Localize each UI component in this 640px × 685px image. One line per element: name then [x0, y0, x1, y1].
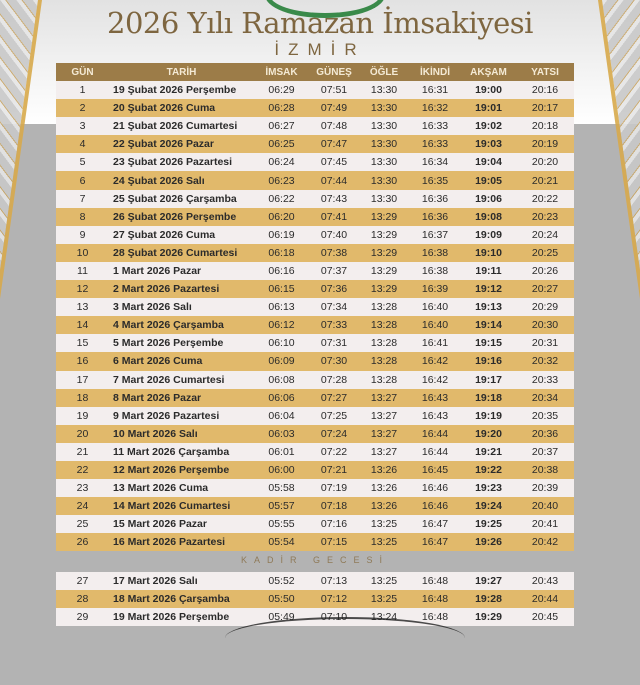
- cell-imsak: 06:24: [254, 153, 309, 171]
- cell-aksam: 19:11: [461, 262, 516, 280]
- cell-ikindi: 16:42: [409, 371, 461, 389]
- table-row: [56, 533, 574, 551]
- column-header-gunes: GÜNEŞ: [309, 63, 359, 81]
- cell-gunes: 07:22: [309, 443, 359, 461]
- cell-ogle: 13:28: [359, 334, 409, 352]
- cell-aksam: 19:05: [461, 171, 516, 189]
- cell-ikindi: 16:37: [409, 226, 461, 244]
- cell-date: 2 Mart 2026 Pazartesi: [109, 280, 254, 298]
- cell-day: 8: [56, 208, 109, 226]
- table-row: [56, 371, 574, 389]
- table-row: [56, 407, 574, 425]
- cell-aksam: 19:29: [461, 608, 516, 626]
- cell-ogle: 13:24: [359, 608, 409, 626]
- cell-aksam: 19:26: [461, 533, 516, 551]
- cell-yatsi: 20:29: [516, 298, 574, 316]
- cell-ikindi: 16:43: [409, 407, 461, 425]
- cell-date: 6 Mart 2026 Cuma: [109, 352, 254, 370]
- cell-date: 7 Mart 2026 Cumartesi: [109, 371, 254, 389]
- cell-aksam: 19:24: [461, 497, 516, 515]
- cell-day: 13: [56, 298, 109, 316]
- cell-imsak: 06:10: [254, 334, 309, 352]
- cell-day: 19: [56, 407, 109, 425]
- cell-ogle: 13:29: [359, 262, 409, 280]
- cell-yatsi: 20:39: [516, 479, 574, 497]
- cell-imsak: 06:27: [254, 117, 309, 135]
- table-header-row: [56, 63, 574, 81]
- cell-yatsi: 20:37: [516, 443, 574, 461]
- cell-gunes: 07:48: [309, 117, 359, 135]
- cell-aksam: 19:13: [461, 298, 516, 316]
- cell-day: 11: [56, 262, 109, 280]
- cell-yatsi: 20:45: [516, 608, 574, 626]
- cell-day: 9: [56, 226, 109, 244]
- cell-date: 5 Mart 2026 Perşembe: [109, 334, 254, 352]
- cell-day: 6: [56, 171, 109, 189]
- cell-yatsi: 20:30: [516, 316, 574, 334]
- cell-ogle: 13:27: [359, 407, 409, 425]
- cell-gunes: 07:38: [309, 244, 359, 262]
- cell-imsak: 06:01: [254, 443, 309, 461]
- cell-gunes: 07:37: [309, 262, 359, 280]
- cell-gunes: 07:16: [309, 515, 359, 533]
- cell-day: 25: [56, 515, 109, 533]
- cell-aksam: 19:17: [461, 371, 516, 389]
- cell-ikindi: 16:48: [409, 572, 461, 590]
- cell-date: 23 Şubat 2026 Pazartesi: [109, 153, 254, 171]
- cell-yatsi: 20:21: [516, 171, 574, 189]
- cell-gunes: 07:24: [309, 425, 359, 443]
- cell-ikindi: 16:38: [409, 244, 461, 262]
- cell-aksam: 19:09: [461, 226, 516, 244]
- cell-day: 20: [56, 425, 109, 443]
- kadir-gecesi-label: KADİR GECESİ: [240, 555, 389, 565]
- cell-date: 26 Şubat 2026 Perşembe: [109, 208, 254, 226]
- cell-yatsi: 20:23: [516, 208, 574, 226]
- cell-day: 12: [56, 280, 109, 298]
- cell-gunes: 07:33: [309, 316, 359, 334]
- cell-yatsi: 20:18: [516, 117, 574, 135]
- cell-ikindi: 16:35: [409, 171, 461, 189]
- cell-ogle: 13:25: [359, 590, 409, 608]
- cell-ikindi: 16:38: [409, 262, 461, 280]
- table-row: [56, 262, 574, 280]
- cell-yatsi: 20:33: [516, 371, 574, 389]
- table-row: [56, 153, 574, 171]
- cell-imsak: 05:52: [254, 572, 309, 590]
- cell-ogle: 13:30: [359, 99, 409, 117]
- table-row: [56, 389, 574, 407]
- cell-yatsi: 20:17: [516, 99, 574, 117]
- cell-gunes: 07:51: [309, 81, 359, 99]
- cell-aksam: 19:21: [461, 443, 516, 461]
- cell-day: 2: [56, 99, 109, 117]
- column-header-day: GÜN: [56, 63, 109, 81]
- cell-gunes: 07:12: [309, 590, 359, 608]
- cell-gunes: 07:27: [309, 389, 359, 407]
- cell-ikindi: 16:44: [409, 443, 461, 461]
- cell-imsak: 06:25: [254, 135, 309, 153]
- cell-day: 15: [56, 334, 109, 352]
- cell-imsak: 06:12: [254, 316, 309, 334]
- cell-ogle: 13:30: [359, 190, 409, 208]
- cell-yatsi: 20:26: [516, 262, 574, 280]
- signature: [225, 617, 465, 659]
- cell-day: 24: [56, 497, 109, 515]
- cell-ogle: 13:29: [359, 280, 409, 298]
- table-row: [56, 425, 574, 443]
- cell-aksam: 19:02: [461, 117, 516, 135]
- cell-ogle: 13:26: [359, 461, 409, 479]
- cell-aksam: 19:22: [461, 461, 516, 479]
- cell-aksam: 19:19: [461, 407, 516, 425]
- cell-day: 5: [56, 153, 109, 171]
- cell-yatsi: 20:42: [516, 533, 574, 551]
- cell-yatsi: 20:35: [516, 407, 574, 425]
- cell-date: 4 Mart 2026 Çarşamba: [109, 316, 254, 334]
- cell-day: 16: [56, 352, 109, 370]
- cell-ogle: 13:30: [359, 153, 409, 171]
- cell-imsak: 06:19: [254, 226, 309, 244]
- cell-ikindi: 16:44: [409, 425, 461, 443]
- column-header-ikindi: İKİNDİ: [409, 63, 461, 81]
- cell-date: 16 Mart 2026 Pazartesi: [109, 533, 254, 551]
- cell-date: 13 Mart 2026 Cuma: [109, 479, 254, 497]
- cell-gunes: 07:15: [309, 533, 359, 551]
- cell-ogle: 13:29: [359, 244, 409, 262]
- table-row: [56, 81, 574, 99]
- cell-gunes: 07:45: [309, 153, 359, 171]
- cell-gunes: 07:18: [309, 497, 359, 515]
- cell-yatsi: 20:43: [516, 572, 574, 590]
- cell-day: 21: [56, 443, 109, 461]
- cell-imsak: 06:22: [254, 190, 309, 208]
- imsakiye-table: [56, 63, 574, 551]
- table-row: [56, 280, 574, 298]
- table-row: [56, 479, 574, 497]
- cell-date: 15 Mart 2026 Pazar: [109, 515, 254, 533]
- cell-gunes: 07:40: [309, 226, 359, 244]
- cell-day: 17: [56, 371, 109, 389]
- cell-yatsi: 20:19: [516, 135, 574, 153]
- cell-date: 12 Mart 2026 Perşembe: [109, 461, 254, 479]
- cell-ikindi: 16:41: [409, 334, 461, 352]
- cell-date: 19 Mart 2026 Perşembe: [109, 608, 254, 626]
- cell-ikindi: 16:48: [409, 590, 461, 608]
- table-row: [56, 334, 574, 352]
- cell-aksam: 19:04: [461, 153, 516, 171]
- cell-gunes: 07:36: [309, 280, 359, 298]
- cell-gunes: 07:21: [309, 461, 359, 479]
- cell-gunes: 07:30: [309, 352, 359, 370]
- cell-yatsi: 20:38: [516, 461, 574, 479]
- cell-day: 4: [56, 135, 109, 153]
- cell-day: 1: [56, 81, 109, 99]
- cell-ikindi: 16:39: [409, 280, 461, 298]
- cell-day: 7: [56, 190, 109, 208]
- cell-ogle: 13:25: [359, 572, 409, 590]
- cell-day: 29: [56, 608, 109, 626]
- cell-aksam: 19:12: [461, 280, 516, 298]
- cell-gunes: 07:31: [309, 334, 359, 352]
- cell-ikindi: 16:43: [409, 389, 461, 407]
- cell-ikindi: 16:40: [409, 298, 461, 316]
- cell-ikindi: 16:36: [409, 208, 461, 226]
- cell-ikindi: 16:34: [409, 153, 461, 171]
- cell-yatsi: 20:27: [516, 280, 574, 298]
- cell-ikindi: 16:46: [409, 479, 461, 497]
- cell-imsak: 06:13: [254, 298, 309, 316]
- cell-ikindi: 16:33: [409, 135, 461, 153]
- table-row: [56, 208, 574, 226]
- table-row: [56, 572, 574, 590]
- cell-ikindi: 16:48: [409, 608, 461, 626]
- cell-gunes: 07:43: [309, 190, 359, 208]
- cell-gunes: 07:44: [309, 171, 359, 189]
- cell-imsak: 06:23: [254, 171, 309, 189]
- cell-date: 17 Mart 2026 Salı: [109, 572, 254, 590]
- cell-ikindi: 16:45: [409, 461, 461, 479]
- cell-ogle: 13:28: [359, 371, 409, 389]
- cell-yatsi: 20:24: [516, 226, 574, 244]
- cell-aksam: 19:18: [461, 389, 516, 407]
- cell-ikindi: 16:33: [409, 117, 461, 135]
- cell-aksam: 19:00: [461, 81, 516, 99]
- table-row: [56, 99, 574, 117]
- cell-date: 22 Şubat 2026 Pazar: [109, 135, 254, 153]
- cell-imsak: 06:16: [254, 262, 309, 280]
- cell-yatsi: 20:40: [516, 497, 574, 515]
- table-row: [56, 443, 574, 461]
- table-row: [56, 461, 574, 479]
- cell-ikindi: 16:36: [409, 190, 461, 208]
- cell-date: 18 Mart 2026 Çarşamba: [109, 590, 254, 608]
- cell-date: 9 Mart 2026 Pazartesi: [109, 407, 254, 425]
- cell-ikindi: 16:47: [409, 533, 461, 551]
- cell-day: 26: [56, 533, 109, 551]
- cell-aksam: 19:20: [461, 425, 516, 443]
- cell-date: 1 Mart 2026 Pazar: [109, 262, 254, 280]
- cell-ogle: 13:27: [359, 389, 409, 407]
- cell-ogle: 13:28: [359, 316, 409, 334]
- cell-gunes: 07:13: [309, 572, 359, 590]
- table-row: [56, 590, 574, 608]
- cell-aksam: 19:27: [461, 572, 516, 590]
- column-header-ogle: ÖĞLE: [359, 63, 409, 81]
- cell-ogle: 13:29: [359, 226, 409, 244]
- cell-yatsi: 20:25: [516, 244, 574, 262]
- cell-ogle: 13:30: [359, 117, 409, 135]
- cell-aksam: 19:16: [461, 352, 516, 370]
- cell-day: 27: [56, 572, 109, 590]
- table-row: [56, 497, 574, 515]
- cell-date: 19 Şubat 2026 Perşembe: [109, 81, 254, 99]
- cell-day: 3: [56, 117, 109, 135]
- cell-aksam: 19:06: [461, 190, 516, 208]
- cell-imsak: 06:06: [254, 389, 309, 407]
- cell-ikindi: 16:46: [409, 497, 461, 515]
- cell-aksam: 19:14: [461, 316, 516, 334]
- cell-gunes: 07:34: [309, 298, 359, 316]
- cell-imsak: 05:55: [254, 515, 309, 533]
- cell-yatsi: 20:31: [516, 334, 574, 352]
- cell-imsak: 06:29: [254, 81, 309, 99]
- table-row: [56, 515, 574, 533]
- cell-day: 10: [56, 244, 109, 262]
- cell-imsak: 05:54: [254, 533, 309, 551]
- column-header-yatsi: YATSI: [516, 63, 574, 81]
- cell-day: 18: [56, 389, 109, 407]
- cell-ikindi: 16:47: [409, 515, 461, 533]
- cell-imsak: 05:50: [254, 590, 309, 608]
- cell-yatsi: 20:34: [516, 389, 574, 407]
- cell-ogle: 13:28: [359, 298, 409, 316]
- cell-date: 8 Mart 2026 Pazar: [109, 389, 254, 407]
- cell-yatsi: 20:36: [516, 425, 574, 443]
- cell-yatsi: 20:20: [516, 153, 574, 171]
- cell-yatsi: 20:41: [516, 515, 574, 533]
- column-header-date: TARİH: [109, 63, 254, 81]
- cell-day: 22: [56, 461, 109, 479]
- cell-aksam: 19:10: [461, 244, 516, 262]
- cell-ikindi: 16:32: [409, 99, 461, 117]
- cell-ogle: 13:30: [359, 135, 409, 153]
- city-name: İZMİR: [274, 40, 366, 59]
- cell-ogle: 13:27: [359, 443, 409, 461]
- cell-day: 14: [56, 316, 109, 334]
- cell-yatsi: 20:16: [516, 81, 574, 99]
- page-title: 2026 Yılı Ramazan İmsakiyesi: [107, 6, 533, 40]
- cell-imsak: 06:28: [254, 99, 309, 117]
- cell-date: 10 Mart 2026 Salı: [109, 425, 254, 443]
- cell-gunes: 07:25: [309, 407, 359, 425]
- cell-aksam: 19:25: [461, 515, 516, 533]
- cell-ogle: 13:28: [359, 352, 409, 370]
- cell-imsak: 06:00: [254, 461, 309, 479]
- cell-ogle: 13:25: [359, 515, 409, 533]
- table-row: [56, 117, 574, 135]
- cell-gunes: 07:28: [309, 371, 359, 389]
- cell-day: 28: [56, 590, 109, 608]
- cell-ikindi: 16:42: [409, 352, 461, 370]
- cell-imsak: 06:15: [254, 280, 309, 298]
- cell-ogle: 13:30: [359, 171, 409, 189]
- cell-ogle: 13:30: [359, 81, 409, 99]
- cell-gunes: 07:10: [309, 608, 359, 626]
- cell-ikindi: 16:31: [409, 81, 461, 99]
- cell-date: 21 Şubat 2026 Cumartesi: [109, 117, 254, 135]
- column-header-imsak: İMSAK: [254, 63, 309, 81]
- cell-date: 28 Şubat 2026 Cumartesi: [109, 244, 254, 262]
- cell-imsak: 06:09: [254, 352, 309, 370]
- cell-date: 3 Mart 2026 Salı: [109, 298, 254, 316]
- cell-yatsi: 20:22: [516, 190, 574, 208]
- cell-yatsi: 20:44: [516, 590, 574, 608]
- table-row: [56, 171, 574, 189]
- table-row: [56, 298, 574, 316]
- cell-day: 23: [56, 479, 109, 497]
- table-row: [56, 316, 574, 334]
- cell-imsak: 06:08: [254, 371, 309, 389]
- cell-date: 20 Şubat 2026 Cuma: [109, 99, 254, 117]
- cell-yatsi: 20:32: [516, 352, 574, 370]
- cell-ogle: 13:26: [359, 479, 409, 497]
- cell-imsak: 06:03: [254, 425, 309, 443]
- cell-gunes: 07:47: [309, 135, 359, 153]
- cell-date: 14 Mart 2026 Cumartesi: [109, 497, 254, 515]
- cell-date: 27 Şubat 2026 Cuma: [109, 226, 254, 244]
- cell-date: 24 Şubat 2026 Salı: [109, 171, 254, 189]
- cell-date: 11 Mart 2026 Çarşamba: [109, 443, 254, 461]
- cell-gunes: 07:19: [309, 479, 359, 497]
- cell-imsak: 06:20: [254, 208, 309, 226]
- cell-ogle: 13:29: [359, 208, 409, 226]
- cell-aksam: 19:15: [461, 334, 516, 352]
- cell-imsak: 06:18: [254, 244, 309, 262]
- table-row: [56, 190, 574, 208]
- cell-aksam: 19:08: [461, 208, 516, 226]
- cell-imsak: 06:04: [254, 407, 309, 425]
- table-row: [56, 135, 574, 153]
- table-row: [56, 226, 574, 244]
- cell-date: 25 Şubat 2026 Çarşamba: [109, 190, 254, 208]
- cell-imsak: 05:49: [254, 608, 309, 626]
- cell-ikindi: 16:40: [409, 316, 461, 334]
- cell-ogle: 13:27: [359, 425, 409, 443]
- cell-gunes: 07:41: [309, 208, 359, 226]
- cell-aksam: 19:23: [461, 479, 516, 497]
- cell-aksam: 19:28: [461, 590, 516, 608]
- cell-gunes: 07:49: [309, 99, 359, 117]
- column-header-aksam: AKŞAM: [461, 63, 516, 81]
- cell-imsak: 05:57: [254, 497, 309, 515]
- table-row: [56, 244, 574, 262]
- cell-aksam: 19:01: [461, 99, 516, 117]
- cell-imsak: 05:58: [254, 479, 309, 497]
- table-row: [56, 352, 574, 370]
- cell-aksam: 19:03: [461, 135, 516, 153]
- cell-ogle: 13:25: [359, 533, 409, 551]
- cell-ogle: 13:26: [359, 497, 409, 515]
